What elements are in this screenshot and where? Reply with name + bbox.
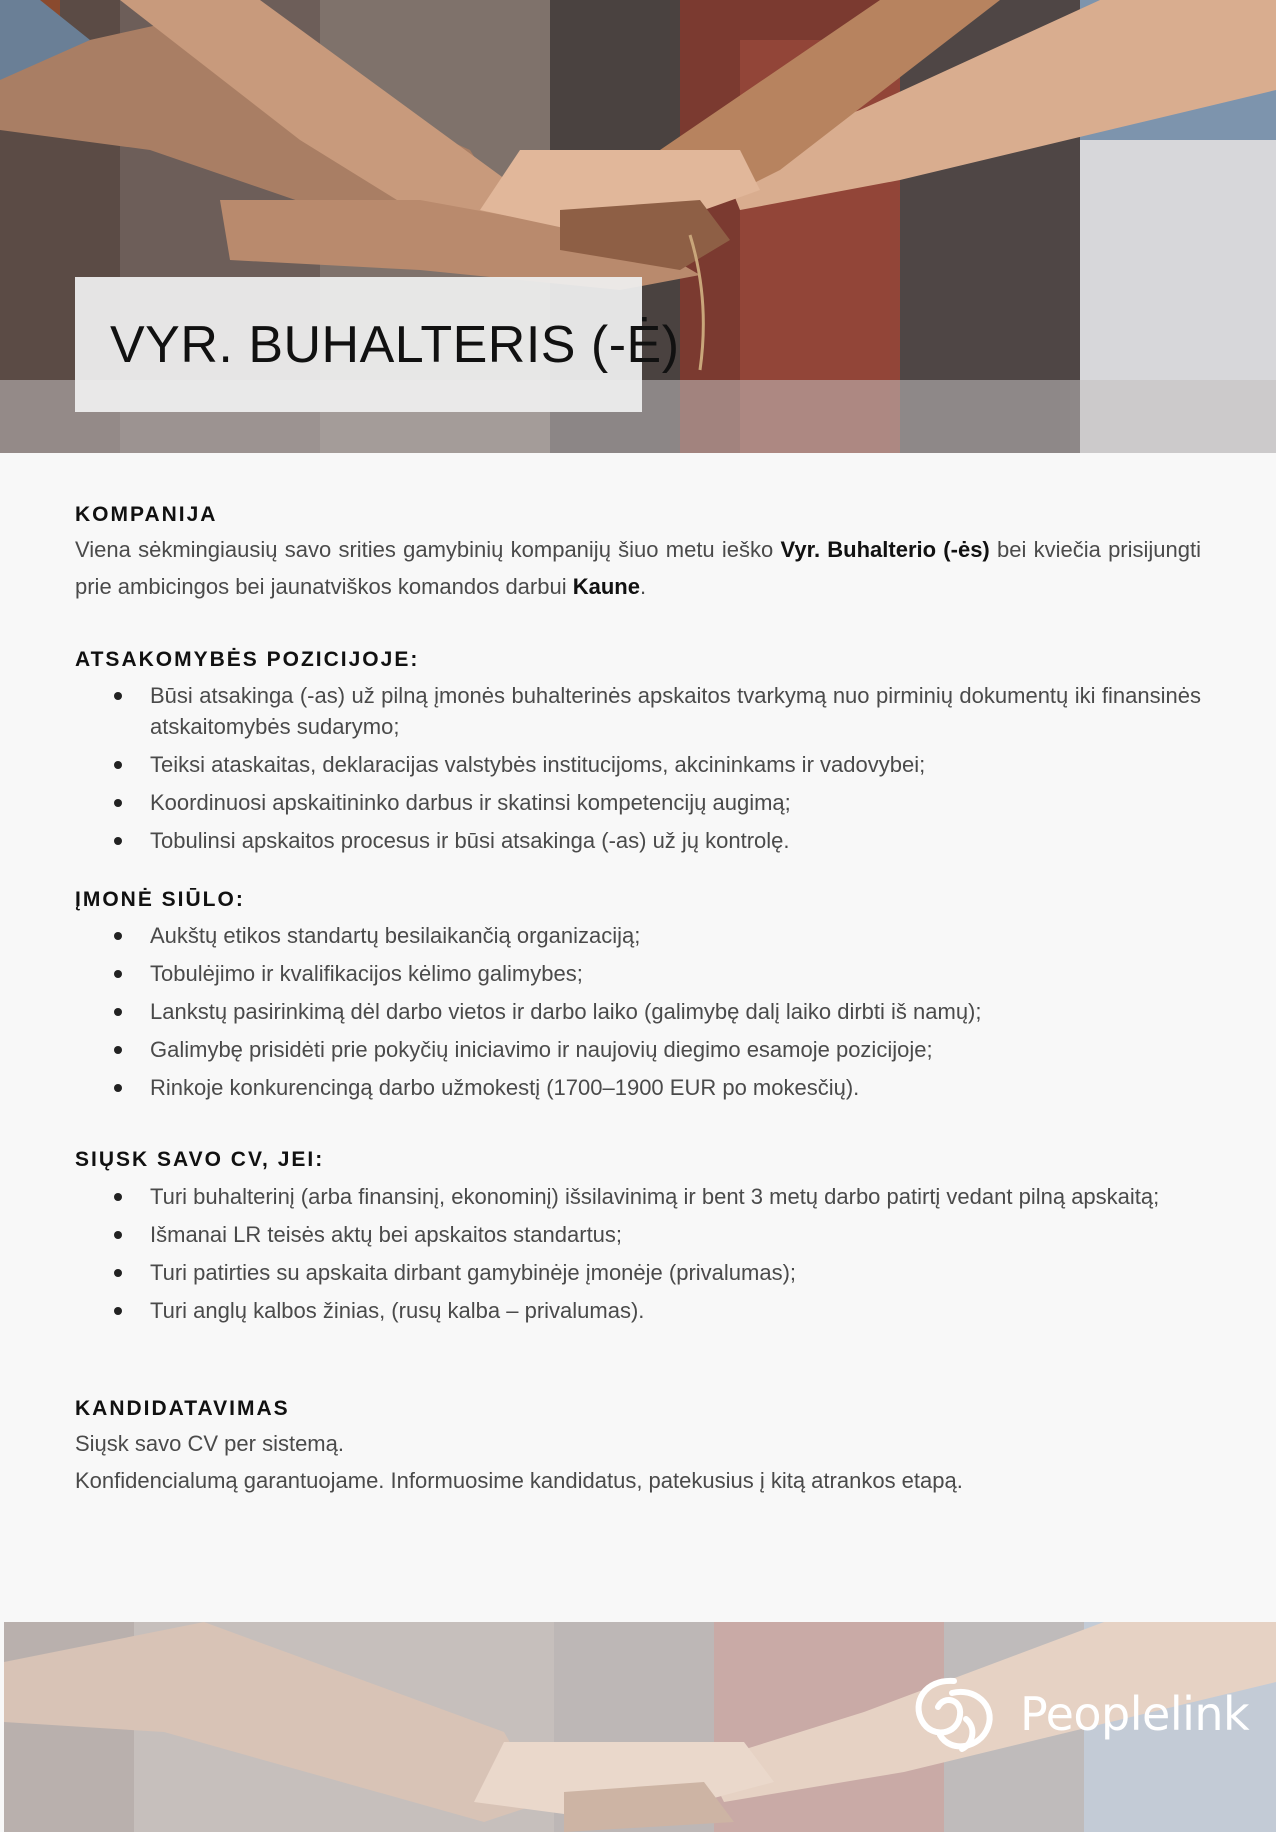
position-name: Vyr. Buhalterio (-ės) bbox=[780, 537, 990, 562]
list-item bbox=[75, 955, 1201, 992]
list-item-text: Būsi atsakinga (-as) už pilną įmonės buhalterinės apskaitos tvarkymą nuo pirminių dokumentų iki finansinės atskaitomybės sudarymo; bbox=[150, 683, 1201, 739]
company-description bbox=[75, 531, 1201, 605]
list-item bbox=[75, 787, 1201, 818]
bullet-icon bbox=[114, 761, 122, 769]
footer-photo bbox=[4, 1622, 1276, 1832]
apply-instruction: Siųsk savo CV per sistemą. bbox=[75, 1431, 344, 1456]
offer-list bbox=[75, 917, 1201, 1107]
offer-heading: ĮMONĖ SIŪLO: bbox=[75, 888, 245, 911]
list-item bbox=[75, 993, 1201, 1030]
apply-heading: KANDIDATAVIMAS bbox=[75, 1397, 290, 1420]
brand-name: Peoplelink bbox=[1020, 1687, 1250, 1741]
header-photo bbox=[0, 0, 1276, 453]
title-box bbox=[75, 277, 680, 412]
confidentiality-note: Konfidencialumą garantuojame. Informuosime kandidatus, patekusius į kitą atrankos etapą. bbox=[75, 1468, 963, 1493]
list-item bbox=[75, 1031, 1201, 1068]
list-item-text: Galimybę prisidėti prie pokyčių iniciavimo ir naujovių diegimo esamoje pozicijoje; bbox=[150, 1037, 933, 1062]
bullet-icon bbox=[114, 1193, 122, 1201]
list-item-text: Tobulinsi apskaitos procesus ir būsi atsakinga (-as) už jų kontrolę. bbox=[150, 828, 790, 853]
bullet-icon bbox=[114, 1046, 122, 1054]
list-item-text: Aukštų etikos standartų besilaikančią organizaciją; bbox=[150, 923, 641, 948]
job-title: VYR. BUHALTERIS (-Ė) bbox=[110, 316, 680, 374]
list-item bbox=[75, 680, 1201, 742]
bullet-icon bbox=[114, 837, 122, 845]
list-item-text: Tobulėjimo ir kvalifikacijos kėlimo galimybes; bbox=[150, 961, 583, 986]
list-item-text: Koordinuosi apskaitininko darbus ir skatinsi kompetencijų augimą; bbox=[150, 790, 791, 815]
list-item bbox=[75, 917, 1201, 954]
list-item-text: Išmanai LR teisės aktų bei apskaitos standartus; bbox=[150, 1222, 623, 1247]
list-item bbox=[75, 749, 1201, 780]
list-item-text: Turi anglų kalbos žinias, (rusų kalba – privalumas). bbox=[150, 1298, 645, 1323]
bullet-icon bbox=[114, 1008, 122, 1016]
list-item-text: Lankstų pasirinkimą dėl darbo vietos ir darbo laiko (galimybę dalį laiko dirbti iš namų); bbox=[150, 999, 982, 1024]
responsibilities-list bbox=[75, 680, 1201, 863]
list-item-text: Rinkoje konkurencingą darbo užmokestį (1700–1900 EUR po mokesčių). bbox=[150, 1075, 860, 1100]
city-name: Kaune bbox=[572, 574, 640, 599]
list-item-text: Turi buhalterinį (arba finansinį, ekonominį) išsilavinimą ir bent 3 metų darbo patirtį vedant pilną apskaitą; bbox=[150, 1184, 1160, 1209]
bullet-icon bbox=[114, 970, 122, 978]
list-item bbox=[75, 1178, 1201, 1215]
bullet-icon bbox=[114, 932, 122, 940]
list-item bbox=[75, 1216, 1201, 1253]
bullet-icon bbox=[114, 1307, 122, 1315]
bullet-icon bbox=[114, 1231, 122, 1239]
bullet-icon bbox=[114, 799, 122, 807]
bullet-icon bbox=[114, 1269, 122, 1277]
list-item bbox=[75, 1254, 1201, 1291]
requirements-heading: SIŲSK SAVO CV, JEI: bbox=[75, 1148, 325, 1171]
bullet-icon bbox=[114, 692, 122, 700]
responsibilities-heading: ATSAKOMYBĖS POZICIJOJE: bbox=[75, 648, 420, 671]
list-item bbox=[75, 1292, 1201, 1329]
list-item bbox=[75, 825, 1201, 856]
peoplelink-logo-icon bbox=[904, 1673, 1004, 1757]
peoplelink-logo bbox=[904, 1673, 1250, 1757]
list-item bbox=[75, 1069, 1201, 1106]
company-text: bei kviečia prisijungti prie ambicingos bei jaunatviškos komandos darbui bbox=[75, 537, 1202, 599]
company-text: . bbox=[639, 574, 647, 599]
list-item-text: Turi patirties su apskaita dirbant gamybinėje įmonėje (privalumas); bbox=[150, 1260, 797, 1285]
bullet-icon bbox=[114, 1084, 122, 1092]
list-item-text: Teiksi ataskaitas, deklaracijas valstybės institucijoms, akcininkams ir vadovybei; bbox=[150, 752, 926, 777]
company-heading: KOMPANIJA bbox=[75, 503, 218, 526]
requirements-list bbox=[75, 1178, 1201, 1330]
company-text: Viena sėkmingiausių savo srities gamybinių kompanijų šiuo metu ieško bbox=[75, 537, 781, 562]
